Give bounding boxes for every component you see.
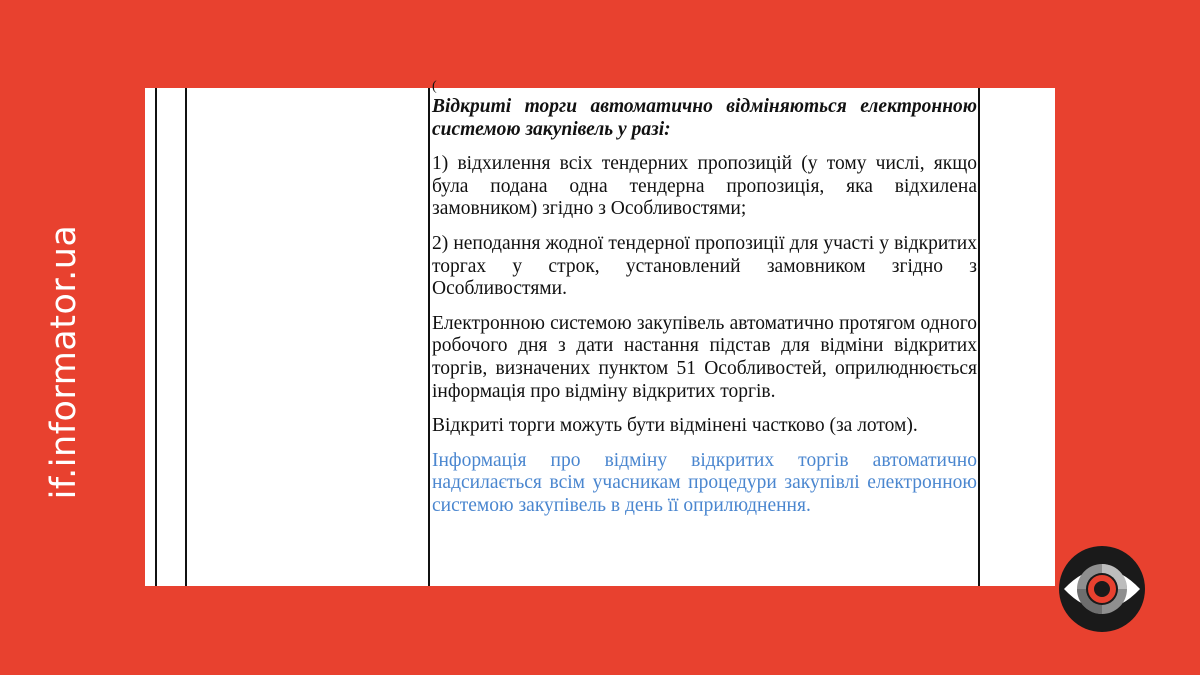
section-heading: Відкриті торги автоматично відміняються електронною системою закупівель у разі: xyxy=(432,96,977,140)
table-border-right xyxy=(978,88,980,586)
paragraph-4: Відкриті торги можуть бути відмінені частково (за лотом). xyxy=(432,415,918,437)
document-fragment xyxy=(145,79,1055,586)
table-border-column-1 xyxy=(185,88,187,586)
paragraph-2: 2) неподання жодної тендерної пропозиції для участі у відкритих торгах у строк, установлений замовником згідно з Особливостями. xyxy=(432,232,977,300)
table-border-column-2 xyxy=(428,88,430,586)
table-border-left xyxy=(155,88,157,586)
site-brand-vertical: if.informator.ua xyxy=(44,224,84,500)
cut-off-text-mark: ( xyxy=(432,79,437,94)
paragraph-1: 1) відхилення всіх тендерних пропозицій (у тому числі, якщо була подана одна тендерна пропозиція, яка відхилена замовником) згідно з Особливостями; xyxy=(432,153,977,220)
paragraph-3: Електронною системою закупівель автоматично протягом одного робочого дня з дати настання підстав для відміни відкритих торгів, визначених пунктом 51 Особливостей, оприлюднюється інформація про відміну відкритих торгів. xyxy=(432,312,977,402)
document-text-cell xyxy=(432,79,977,530)
highlighted-paragraph: Інформація про відміну відкритих торгів автоматично надсилається всім учасникам процедури закупівлі електронною системою закупівель в день її оприлюднення. xyxy=(432,449,977,516)
eye-logo-icon xyxy=(1058,545,1146,633)
